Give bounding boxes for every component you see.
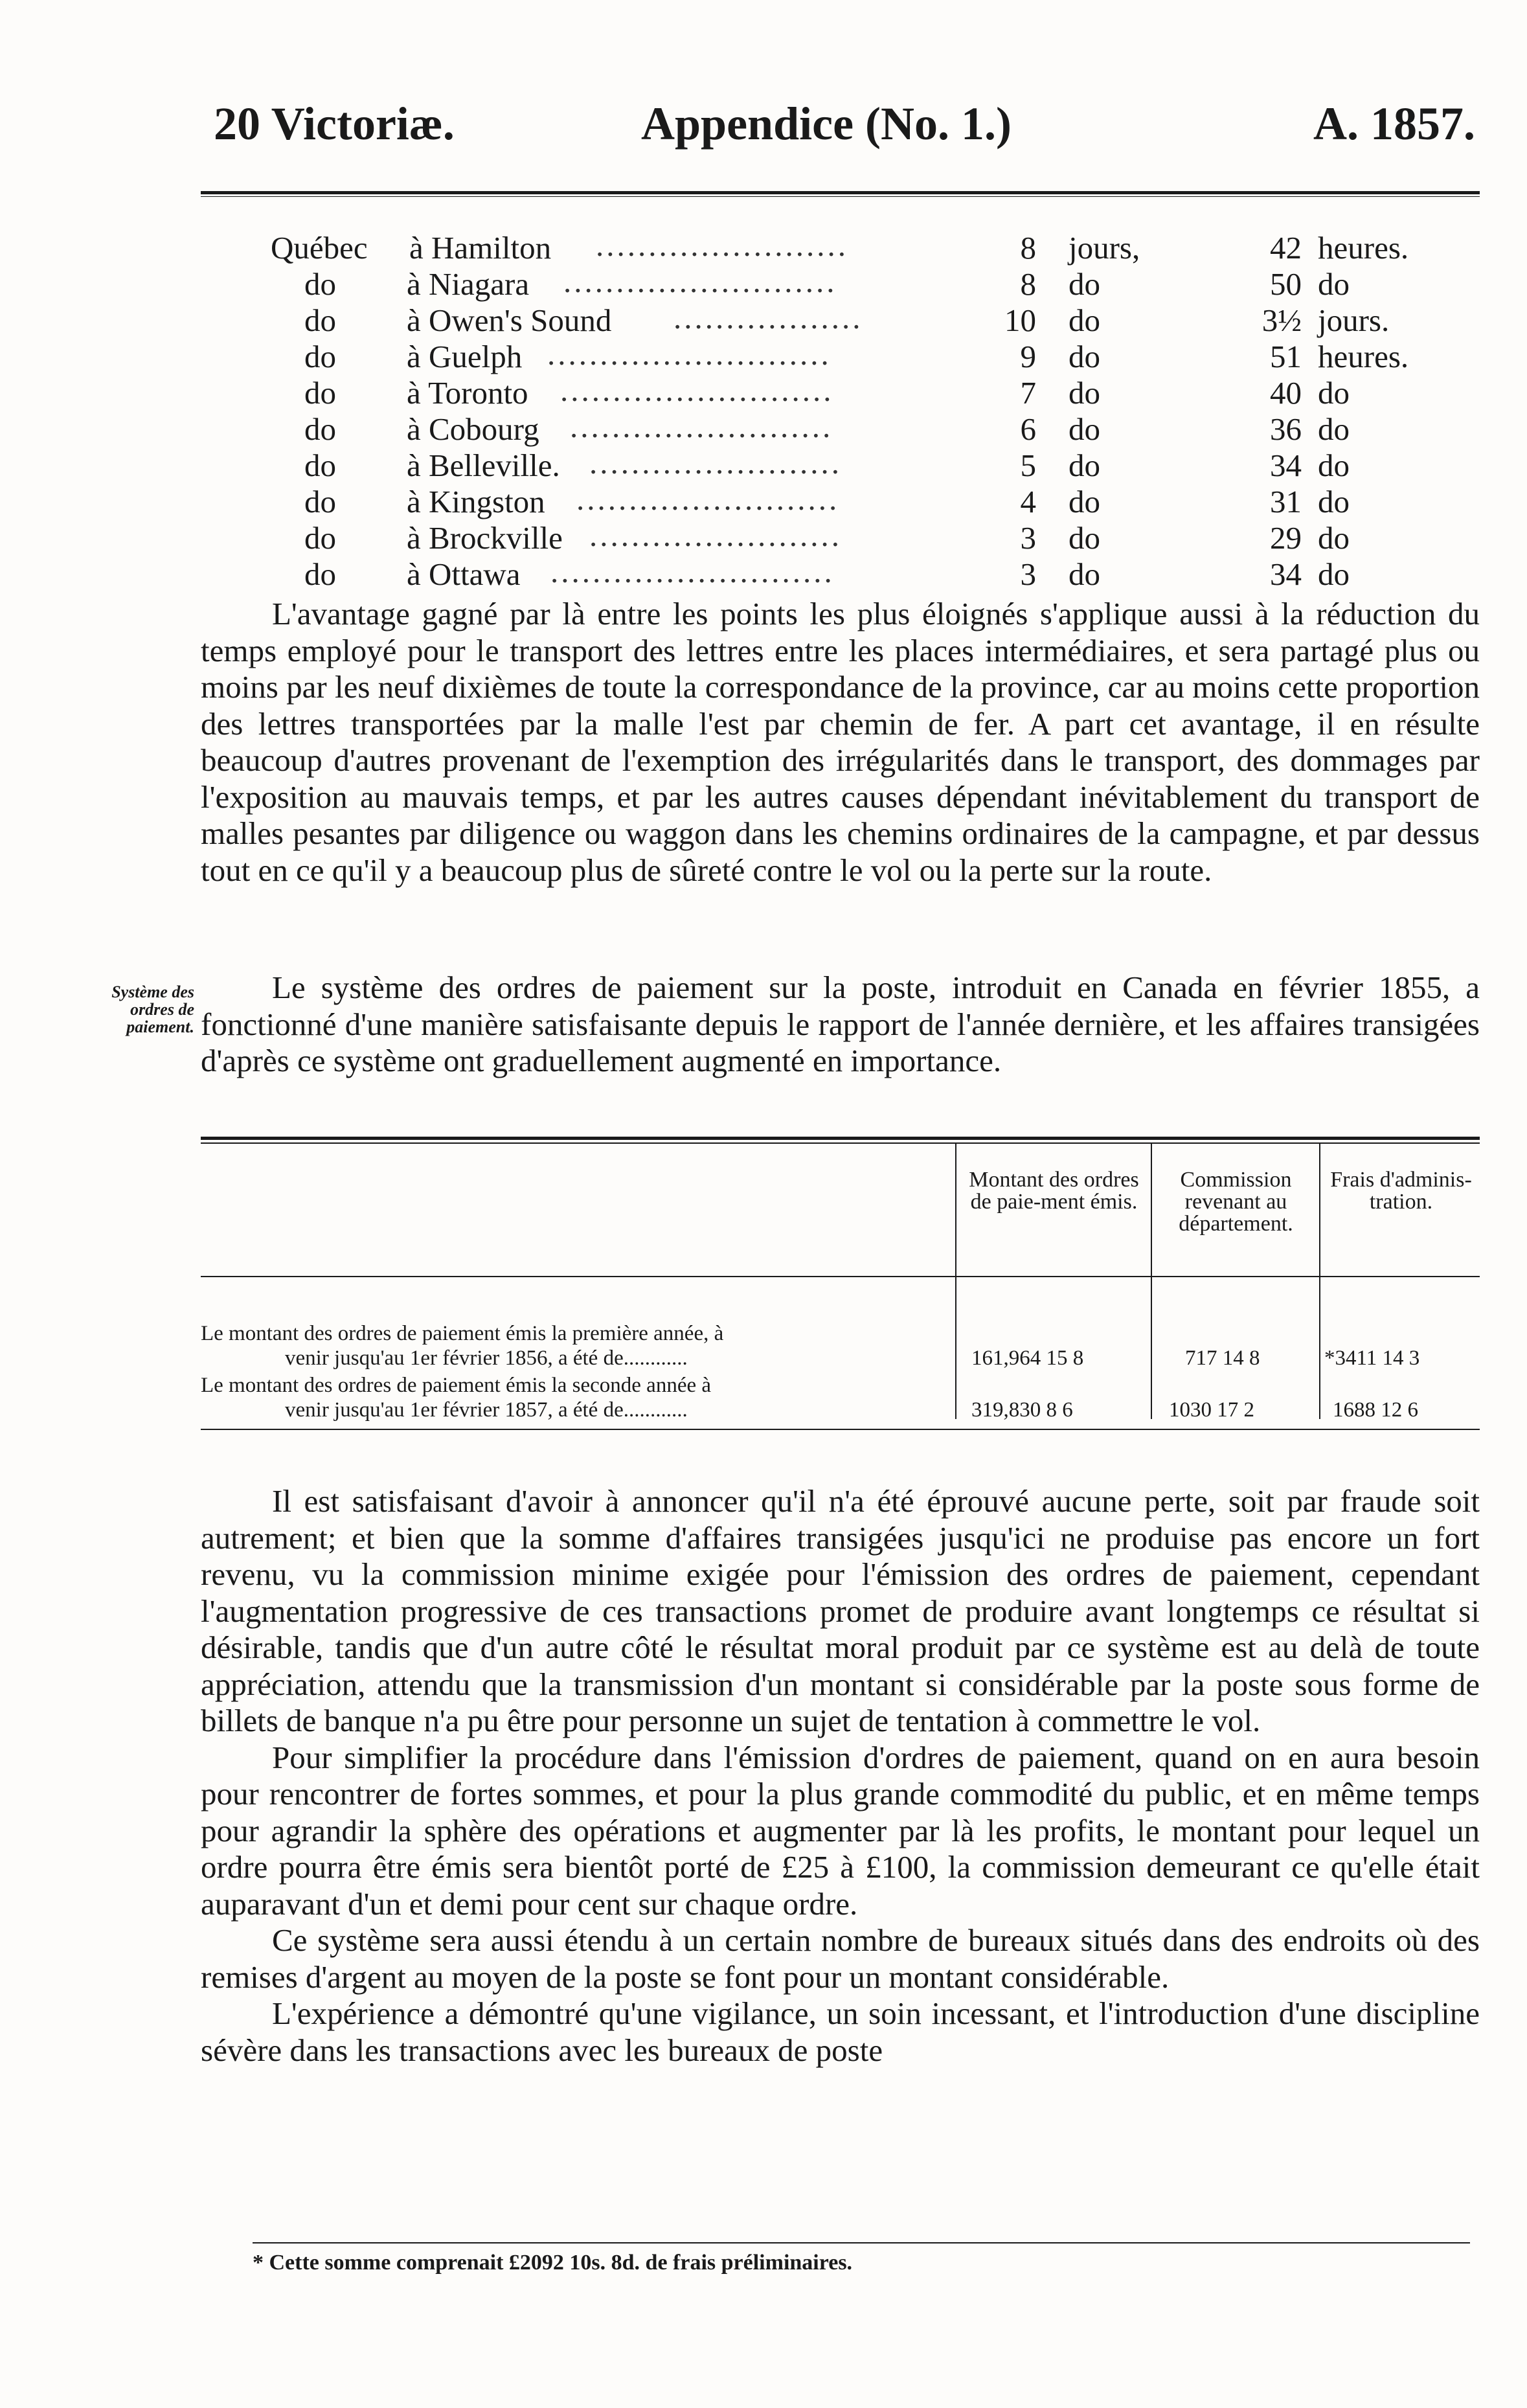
distance-hours: 36 (1270, 411, 1302, 447)
distance-days-unit: do (1069, 302, 1100, 338)
running-header (0, 97, 1527, 162)
distance-days: 3 (1020, 520, 1036, 556)
header-montant: Montant des ordres de paie-ment émis. (969, 1168, 1139, 1214)
distance-days: 9 (1020, 339, 1036, 374)
distance-hours: 51 (1270, 339, 1302, 374)
distance-destination: à Cobourg (407, 411, 539, 447)
margin-note: Système des ordres de paiement. (111, 983, 194, 1036)
distance-row: do à Niagara .......................... 8 do 50 do (304, 264, 1350, 302)
distance-days: 3 (1020, 556, 1036, 592)
distance-row: do à Owen's Sound .................. 10 do 3½ jours. (304, 300, 1390, 338)
row-label: Le montant des ordres de paiement émis la seconde année à (201, 1374, 712, 1397)
distance-days-unit: do (1069, 375, 1100, 411)
row-label-continued: venir jusqu'au 1er février 1856, a été de............ (285, 1346, 688, 1370)
distance-destination: à Toronto (407, 375, 528, 411)
distance-hours: 50 (1270, 266, 1302, 302)
table-row (201, 1373, 1480, 1425)
distance-origin: do (304, 266, 336, 302)
footnote-rule (253, 2242, 1470, 2243)
distance-hours-unit: do (1318, 411, 1350, 447)
distance-origin: do (304, 448, 336, 483)
header-session: 20 Victoriæ. (214, 98, 455, 150)
distance-destination: à Owen's Sound (407, 302, 612, 338)
distance-destination: à Ottawa (407, 556, 521, 592)
cell-commission: 1030 17 2 (1169, 1398, 1254, 1422)
distance-table (259, 227, 1476, 593)
header-appendix: Appendice (No. 1.) (641, 98, 1012, 150)
row-label-continued: venir jusqu'au 1er février 1857, a été de............ (285, 1398, 688, 1422)
distance-days: 5 (1020, 448, 1036, 483)
distance-hours-unit: do (1318, 556, 1350, 592)
distance-days-unit: do (1069, 266, 1100, 302)
distance-days: 4 (1020, 484, 1036, 519)
distance-hours: 29 (1270, 520, 1302, 556)
cell-amount: 161,964 15 8 (971, 1346, 1084, 1370)
distance-hours: 40 (1270, 375, 1302, 411)
distance-origin: do (304, 556, 336, 592)
distance-row: do à Ottawa ........................... 3 do 34 do (304, 554, 1350, 592)
distance-days-unit: jours, (1069, 230, 1140, 266)
header-commission: Commission revenant au département. (1179, 1168, 1293, 1236)
distance-days: 7 (1020, 375, 1036, 411)
distance-days-unit: do (1069, 411, 1100, 447)
distance-origin: do (304, 411, 336, 447)
cell-frais: 1688 12 6 (1333, 1398, 1418, 1422)
distance-hours: 42 (1270, 230, 1302, 266)
distance-hours-unit: jours. (1318, 302, 1390, 338)
distance-hours-unit: do (1318, 484, 1350, 519)
distance-hours: 31 (1270, 484, 1302, 519)
distance-hours-unit: do (1318, 375, 1350, 411)
distance-hours-unit: do (1318, 448, 1350, 483)
body-paragraph (201, 596, 1480, 889)
distance-hours: 34 (1270, 556, 1302, 592)
distance-hours-unit: heures. (1318, 230, 1409, 266)
header-rule (201, 191, 1480, 194)
distance-hours-unit: do (1318, 520, 1350, 556)
distance-days-unit: do (1069, 484, 1100, 519)
distance-row: do à Belleville. ........................ 5 do 34 do (304, 445, 1350, 483)
distance-days: 6 (1020, 411, 1036, 447)
payment-orders-table (201, 1137, 1480, 1431)
distance-row: do à Toronto .......................... 7 do 40 do (304, 372, 1350, 411)
paragraph-extension: Ce système sera aussi étendu à un certain nombre de bureaux situés dans des endroits où des remises d'argent au moyen de la poste se font pour un montant considérable. (201, 1922, 1480, 1995)
table-bottom-rule (201, 1429, 1480, 1430)
distance-row: do à Brockville ........................ 3 do 29 do (304, 517, 1350, 556)
cell-frais: *3411 14 3 (1324, 1346, 1420, 1370)
distance-origin: do (304, 375, 336, 411)
table-top-rule-thin (201, 1142, 1480, 1144)
distance-hours-unit: heures. (1318, 339, 1409, 374)
distance-hours: 34 (1270, 448, 1302, 483)
distance-days-unit: do (1069, 556, 1100, 592)
distance-destination: à Hamilton (409, 230, 552, 266)
distance-row: do à Cobourg ......................... 6 do 36 do (304, 409, 1350, 447)
distance-destination: à Kingston (407, 484, 545, 519)
distance-days-unit: do (1069, 520, 1100, 556)
distance-days-unit: do (1069, 448, 1100, 483)
body-paragraph (201, 1483, 1480, 2069)
paragraph-experience: L'expérience a démontré qu'une vigilance, un soin incessant, et l'introduction d'une discipline sévère dans les transactions avec les bureaux de poste (201, 1995, 1480, 2068)
distance-destination: à Belleville. (407, 448, 560, 483)
footnote: * Cette somme comprenait £2092 10s. 8d. de frais préliminaires. (253, 2251, 853, 2275)
header-year: A. 1857. (1313, 98, 1475, 150)
distance-hours-unit: do (1318, 266, 1350, 302)
body-paragraph (201, 970, 1480, 1080)
distance-origin: do (304, 520, 336, 556)
distance-row: do à Guelph ........................... 9 do 51 heures. (304, 336, 1409, 374)
distance-destination: à Brockville (407, 520, 563, 556)
distance-origin: do (304, 484, 336, 519)
distance-days: 8 (1020, 266, 1036, 302)
distance-hours: 3½ (1261, 302, 1302, 338)
cell-commission: 717 14 8 (1185, 1346, 1260, 1370)
distance-destination: à Guelph (407, 339, 523, 374)
table-top-rule (201, 1137, 1480, 1140)
distance-destination: à Niagara (407, 266, 530, 302)
header-frais: Frais d'adminis-tration. (1330, 1168, 1472, 1214)
distance-row: do à Kingston ......................... 4 do 31 do (304, 481, 1350, 519)
distance-days: 8 (1020, 230, 1036, 266)
table-header-rule (201, 1276, 1480, 1277)
distance-origin: do (304, 302, 336, 338)
distance-row: Québec à Hamilton ........................ 8 jours, 42 heures. (271, 227, 1409, 266)
cell-amount: 319,830 8 6 (971, 1398, 1073, 1422)
paragraph-satisfaction: Il est satisfaisant d'avoir à annoncer qu'il n'a été éprouvé aucune perte, soit par fraude soit autrement; et bien que la somme d'affaires transigées jusqu'ici ne produise pas encore un fort revenu, vu la commission minime exigée pour l'émission des ordres de paiement, cependant l'augmentation progressive de ces transactions promet de produire avant longtemps ce résultat si désirable, tandis que d'un autre côté le résultat moral produit par ce système est au delà de toute appréciation, attendu que la transmission d'un montant si considérable par la poste sous forme de billets de banque n'a pu être pour personne un sujet de tentation à commettre le vol. (201, 1483, 1480, 1738)
table-row (201, 1321, 1480, 1373)
row-label: Le montant des ordres de paiement émis la première année, à (201, 1322, 724, 1345)
paragraph-simplify: Pour simplifier la procédure dans l'émission d'ordres de paiement, quand on en aura besoin pour rencontrer de fortes sommes, et pour la plus grande commodité du public, et en même temps pour agrandir la sphère des opérations et augmenter par là les profits, le montant pour lequel un ordre pourra être émis sera bientôt porté de £25 à £100, la commission demeurant ce qu'elle était auparavant d'un et demi pour cent sur chaque ordre. (201, 1739, 1480, 1922)
distance-origin: Québec (271, 230, 368, 266)
distance-days-unit: do (1069, 339, 1100, 374)
paragraph-advantage: L'avantage gagné par là entre les points les plus éloignés s'applique aussi à la réduction du temps employé pour le transport des lettres entre les places intermédiaires, et sera partagé plus ou moins par les neuf dixièmes de toute la correspondance de la province, car au moins cette proportion des lettres transportées par la malle l'est par chemin de fer. A part cet avantage, il en résulte beaucoup d'autres provenant de l'exemption des irrégularités dans le transport, des dommages par l'exposition au mauvais temps, et par les autres causes dépendant inévitablement du transport de malles pesantes par diligence ou waggon dans les chemins ordinaires de la campagne, et par dessus tout en ce qu'il y a beaucoup plus de sûreté contre le vol ou la perte sur la route. (201, 596, 1480, 888)
distance-origin: do (304, 339, 336, 374)
header-rule-thin (201, 196, 1480, 197)
paragraph-system: Le système des ordres de paiement sur la poste, introduit en Canada en février 1855, a fonctionné d'une manière satisfaisante depuis le rapport de l'année dernière, et les affaires transigées d'après ce système ont graduellement augmenté en importance. (201, 970, 1480, 1078)
distance-days: 10 (1004, 302, 1036, 338)
